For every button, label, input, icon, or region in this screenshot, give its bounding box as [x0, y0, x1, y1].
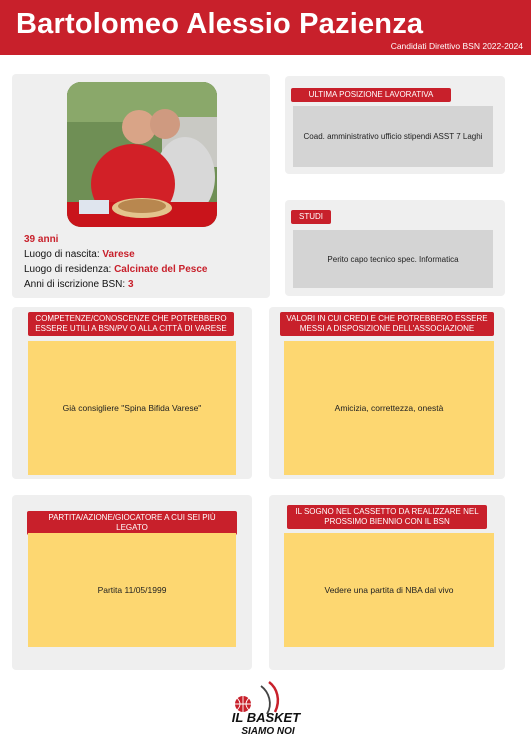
- skills-label: COMPETENZE/CONOSCENZE CHE POTREBBERO ESSERE UTILI A BSN/PV O ALLA CITTÀ DI VARESE: [28, 312, 234, 336]
- studies-label: STUDI: [291, 210, 331, 224]
- svg-text:IL BASKET: IL BASKET: [231, 710, 301, 725]
- profile-birthplace: Luogo di nascita: Varese: [24, 249, 135, 260]
- job-label: ULTIMA POSIZIONE LAVORATIVA: [291, 88, 451, 102]
- job-value: Coad. amministrativo ufficio stipendi ASST 7 Laghi: [293, 106, 493, 167]
- match-label: PARTITA/AZIONE/GIOCATORE A CUI SEI PIÙ LEGATO: [27, 511, 237, 535]
- page-header: [0, 0, 531, 55]
- values-value: Amicizia, correttezza, onestà: [284, 341, 494, 475]
- basketball-logo-icon: [225, 678, 307, 742]
- dream-label: IL SOGNO NEL CASSETTO DA REALIZZARE NEL PROSSIMO BIENNIO CON IL BSN: [287, 505, 487, 529]
- profile-residence: Luogo di residenza: Calcinate del Pesce: [24, 264, 208, 275]
- page-title: Bartolomeo Alessio Pazienza: [16, 8, 424, 40]
- profile-photo-image: [67, 82, 217, 227]
- values-label: VALORI IN CUI CREDI E CHE POTREBBERO ESSERE MESSI A DISPOSIZIONE DELL'ASSOCIAZIONE: [280, 312, 494, 336]
- dream-value: Vedere una partita di NBA dal vivo: [284, 533, 494, 647]
- page-subtitle: Candidati Direttivo BSN 2022-2024: [390, 41, 523, 51]
- studies-value: Perito capo tecnico spec. Informatica: [293, 230, 493, 288]
- profile-age: 39 anni: [24, 234, 59, 245]
- skills-value: Già consigliere "Spina Bifida Varese": [28, 341, 236, 475]
- profile-membership-years: Anni di iscrizione BSN: 3: [24, 279, 134, 290]
- svg-text:SIAMO NOI: SIAMO NOI: [241, 726, 295, 737]
- match-value: Partita 11/05/1999: [28, 533, 236, 647]
- profile-photo: [67, 82, 217, 227]
- bsn-logo: [225, 678, 307, 742]
